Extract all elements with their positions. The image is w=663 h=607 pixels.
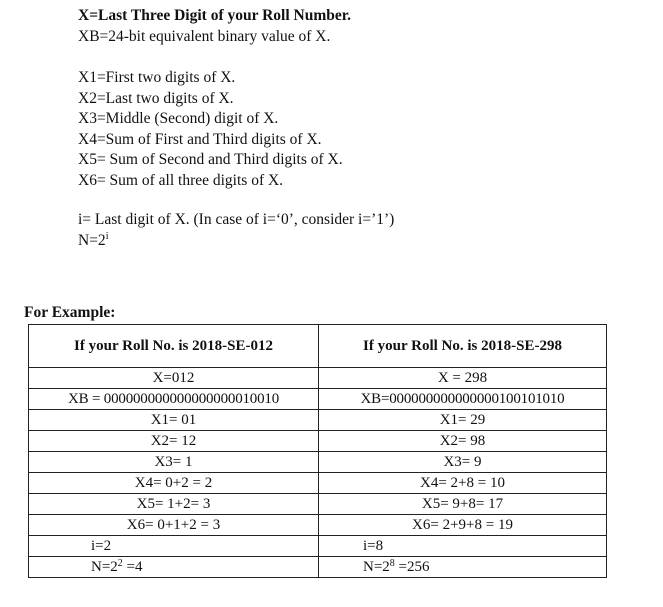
cell-right-x3: X3= 9 [319,452,607,473]
definitions-block [78,6,394,251]
cell-left-xb: XB = 000000000000000000010010 [29,389,319,410]
table-row-x4 [29,473,607,494]
example-table [28,324,607,578]
cell-right-x4: X4= 2+8 = 10 [319,473,607,494]
cell-right-i: i=8 [319,536,607,557]
n-definition-exponent: i [105,230,109,242]
cell-left-x3: X3= 1 [29,452,319,473]
table-header-row [29,325,607,368]
n-definition [78,231,394,252]
cell-left-x4: X4= 0+2 = 2 [29,473,319,494]
cell-right-xb: XB=000000000000000100101010 [319,389,607,410]
xb-definition: XB=24-bit equivalent binary value of X. [78,27,331,45]
cell-left-n [29,557,319,578]
cell-left-i: i=2 [29,536,319,557]
table-row-x [29,368,607,389]
table-row-xb [29,389,607,410]
table-row-x5 [29,494,607,515]
x2-definition: X2=Last two digits of X. [78,89,234,107]
x3-definition: X3=Middle (Second) digit of X. [78,110,279,127]
i-definition: i= Last digit of X. (In case of i=‘0’, consider i=’1’) [78,211,395,228]
cell-right-x5: X5= 9+8= 17 [319,494,607,515]
cell-left-x6: X6= 0+1+2 = 3 [29,515,319,536]
cell-left-x2: X2= 12 [29,431,319,452]
cell-left-x1: X1= 01 [29,410,319,431]
table-row-x1 [29,410,607,431]
cell-left-x5: X5= 1+2= 3 [29,494,319,515]
header-roll-298: If your Roll No. is 2018-SE-298 [319,325,607,368]
x6-definition: X6= Sum of all three digits of X. [78,171,284,189]
right-n-exponent: 8 [389,557,395,569]
cell-right-x6: X6= 2+9+8 = 19 [319,515,607,536]
example-label: For Example: [24,304,116,321]
cell-right-x: X = 298 [319,368,607,389]
table-row-n [29,557,607,578]
cell-right-n [319,557,607,578]
cell-right-x1: X1= 29 [319,410,607,431]
n-definition-base: N=2 [78,231,106,249]
x1-definition: X1=First two digits of X. [78,69,236,86]
table-row-i [29,536,607,557]
table-row-x3 [29,452,607,473]
left-n-base: N=2 [91,558,118,575]
x-definition: X=Last Three Digit of your Roll Number. [78,7,352,24]
left-n-result: =4 [122,558,143,575]
header-roll-012: If your Roll No. is 2018-SE-012 [29,325,319,368]
x4-definition: X4=Sum of First and Third digits of X. [78,130,322,148]
left-n-exponent: 2 [117,557,123,569]
x5-definition: X5= Sum of Second and Third digits of X. [78,151,343,168]
table-row-x6 [29,515,607,536]
right-n-result: =256 [394,558,430,575]
table-row-x2 [29,431,607,452]
cell-left-x: X=012 [29,368,319,389]
right-n-base: N=2 [363,558,390,575]
cell-right-x2: X2= 98 [319,431,607,452]
